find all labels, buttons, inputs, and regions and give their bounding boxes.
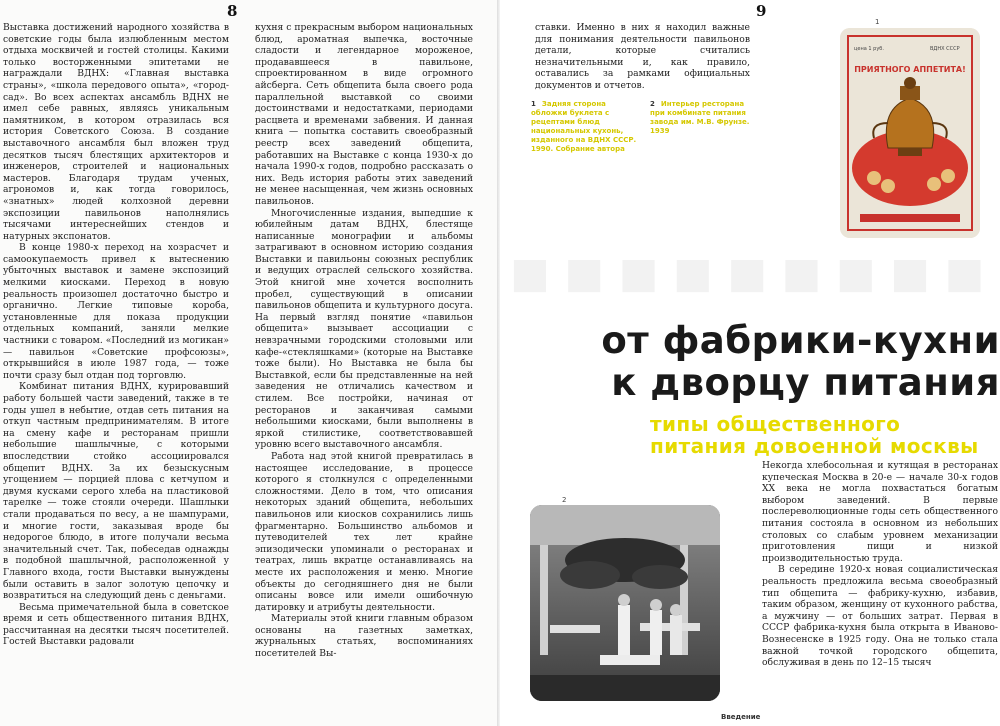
paragraph: Работа над этой книгой превратилась в настоящее исследование, в процессе которого я столкнулся с определенными сложностями. Дело в том, что описания некоторых зданий общепита, небольших павильонов или киосков сохранились лишь фрагментарно. Большинство альбомов и путеводителей тех лет крайне эпизодически упоминали о ресторанах и театрах, лишь вкратце останавливаясь на месте их расположения и меню. Многие объекты до сегодняшнего дня не были описаны вовсе или имели ошибочную датировку и атрибуты деятельности. bbox=[255, 450, 473, 613]
paragraph: Весьма примечательной была в советское время и сеть общественного питания ВДНХ, рассчитанная на десятки тысяч посетителей. Гостей Выставки радовали bbox=[3, 601, 229, 648]
subhead-line-1: типы общественного bbox=[650, 412, 901, 436]
right-column-bottom bbox=[762, 460, 998, 700]
paragraph: Многочисленные издания, выпедшие к юбилейным датам ВДНХ, блестяще написанные монографии и альбомы затрагивают в основном историю создания Выставки и павильоны союзных республик и ведущих отраслей сельского хозяйства. Этой книгой мне хочется восполнить пробел, существующий в описании павильонов общепита и культурного досуга. На первый взгляд понятие «павильон общепита» вызывает ассоциации с невзрачными городскими столовыми или кафе-«стекляшками» (которые на Выставке тоже были). Но Выставка не была бы Выставкой, если бы представленные на ней заведения не отличались качеством и стилем. Все постройки, начиная от ресторанов и заканчивая самыми небольшими киосками, были выполнены в яркой стилистике, соответствовавшей уровню всего выставочного ансамбля. bbox=[255, 207, 473, 451]
page-number-right: 9 bbox=[756, 2, 767, 20]
caption-number: 2 bbox=[650, 100, 655, 108]
caption-text: Интерьер ресторана при комбинате питания завода им. М.В. Фрунзе. 1939 bbox=[650, 100, 750, 135]
right-column-top bbox=[535, 22, 750, 92]
caption-number: 1 bbox=[531, 100, 536, 108]
paragraph: Материалы этой книги главным образом основаны на газетных заметках, журнальных статьях, воспоминаниях посетителей Вы- bbox=[255, 613, 473, 660]
paragraph: Некогда хлебосольная и кутящая в ресторанах купеческая Москва в 20-е — начале 30-х годов XX века не могла похвастаться богатым выбором заведений. В первые послереволюционные годы сеть общественного питания состояла в основном из небольших столовых со слабым уровнем механизации приготовления пищи и низкой производительностью труда. bbox=[762, 460, 998, 564]
running-footer: Введение bbox=[721, 713, 761, 721]
headline-line-1: от фабрики-кухни bbox=[601, 319, 1000, 362]
left-page bbox=[0, 0, 498, 726]
paragraph: Выставка достижений народного хозяйства в советские годы была излюбленным местом отдыха москвичей и гостей столицы. Какими только восторженными эпитетами не награждали ВДНХ: «Главная выставка страны», «школа передового опыта», «город-сад». Во всех аспектах ансамбль ВДНХ не имел себе равных, являясь уникальным памятником, в котором отразилась вся история Советского Союза. В создание выставочного ансамбля был вложен труд десятков тысяч блестящих архитекторов и инженеров, строителей и национальных мастеров. Благодаря трудам ученых, агрономов и, как тогда говорилось, «знатных» людей колхозной деревни экспозиции павильонов наполнялись тысячами интереснейших стендов и натурных экспонатов. bbox=[3, 22, 229, 242]
chapter-subheading bbox=[650, 413, 990, 457]
left-column-1 bbox=[3, 22, 229, 722]
paragraph: В середине 1920-х новая социалистическая реальность предложила весьма своеобразный тип общепита — фабрику-кухню, избавив, таким образом, женщину от кухонного рабства, а мужчину — от больших затрат. Первая в СССР фабрика-кухня была открыта в Иваново-Вознесенске в 1925 году. Она не только стала важной точкой городского общепита, обслуживая в день по 12–15 тысяч bbox=[762, 564, 998, 669]
figure-number-2: 2 bbox=[562, 496, 567, 504]
paragraph: Комбинат питания ВДНХ, курировавший работу большей части заведений, также в те годы ушел в небытие, отдав сеть питания на откуп частным предпринимателям. В итоге на смену кафе и ресторанам пришли небольшие шашлычные, с которыми впоследствии стойко ассоциировался общепит ВДНХ. За их безыскусным угощением — порцией плова с кетчупом и двумя кусками серого хлеба на пластиковой тарелке — тоже стояли очереди. Шашлыки стали продаваться по весу, а не шампурами, и многие гости, заказывая вроде бы недорогое блюдо, в итоге получали весьма значительный счет. Так, побеседав однажды в подобной шашлычной, расположенной у Главного входа, гости Выставки вынуждены были оставить в залог золотую цепочку и возвратиться на следующий день с деньгами. bbox=[3, 381, 229, 602]
caption-text: Задняя сторона обложки буклета с рецептами блюд национальных кухонь, изданного на ВДНХ СССР. 1990. Собрание автора bbox=[531, 100, 637, 153]
subhead-line-2: питания довоенной москвы bbox=[650, 434, 979, 458]
caption-1 bbox=[531, 100, 641, 154]
poster-banner: ПРИЯТНОГО АППЕТИТА! bbox=[854, 65, 966, 74]
figure-number-1: 1 bbox=[875, 18, 880, 26]
right-page bbox=[500, 0, 1000, 726]
chapter-headline bbox=[580, 320, 1000, 404]
headline-line-2: к дворцу питания bbox=[611, 361, 1000, 404]
poster-price: цена 1 руб. bbox=[854, 46, 884, 52]
poster-vdnh: ВДНХ СССР bbox=[930, 46, 960, 52]
paragraph: ставки. Именно в них я находил важные для понимания деятельности павильонов детали, которые считались незначительными и, как правило, оставались за рамками официальных документов и отчетов. bbox=[535, 22, 750, 91]
paragraph: В конце 1980-х переход на хозрасчет и самоокупаемость привел к вытеснению убыточных выставок и замене экспозиций мелкими киосками. Переход в новую реальность произошел достаточно быстро и органично. Легкие типовые короба, установленные для показа продукции отдельных компаний, заняли мелкие частники с товаром. «Последний из могикан» — павильон «Советские профсоюзы», открывшийся в июле 1987 года, — тоже почти сразу был отдан под торговлю. bbox=[3, 242, 229, 381]
ghost-text-background: ■ ■ ■ ■ ■ ■ ■ ■ ■ bbox=[510, 248, 985, 297]
menu-poster-image bbox=[840, 28, 980, 238]
caption-2 bbox=[650, 100, 760, 136]
restaurant-photo-icon bbox=[530, 505, 720, 701]
samovar-illustration-icon bbox=[840, 28, 980, 238]
paragraph: кухня с прекрасным выбором национальных блюд, ароматная выпечка, восточные сладости и легендарное мороженое, продававшееся в павильоне, спроектированном в виде огромного айсберга. Сеть общепита была своего рода параллельной выставкой со своими достоинствами и недостатками, периодами расцвета и временами забвения. И данная книга — попытка составить своеобразный реестр всех заведений общепита, работавших на Выставке с конца 1930-х до начала 1990-х годов, подробно рассказать о них. Ведь история работы этих заведений не менее насыщенная, чем жизнь основных павильонов. bbox=[255, 22, 473, 207]
restaurant-interior-photo bbox=[530, 505, 720, 701]
left-column-2 bbox=[255, 22, 473, 722]
page-number-left: 8 bbox=[227, 2, 238, 20]
